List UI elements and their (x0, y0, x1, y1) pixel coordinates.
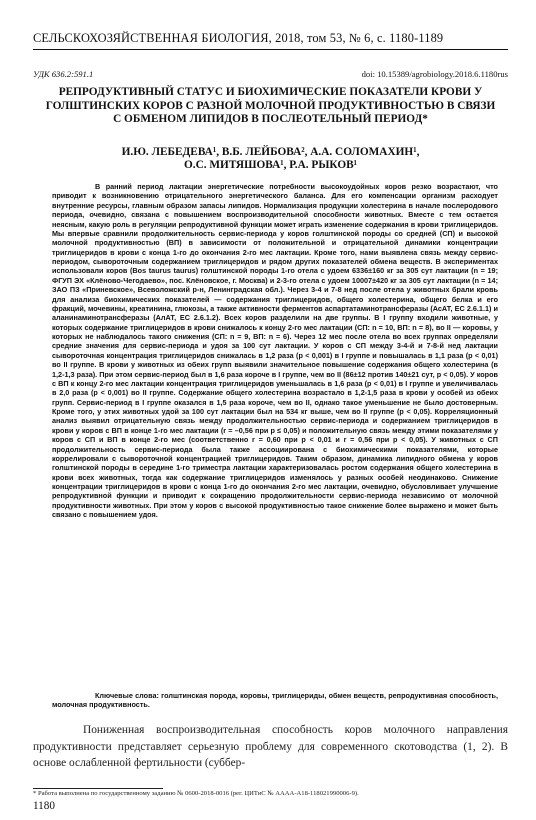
authors (53, 146, 488, 173)
header-rule (33, 49, 508, 50)
doi-link[interactable]: doi: 10.15389/agrobiology.2018.6.1180rus (361, 69, 508, 79)
udk-code: УДК 636.2:591.1 (33, 69, 94, 79)
article-title: РЕПРОДУКТИВНЫЙ СТАТУС И БИОХИМИЧЕСКИЕ ПОКАЗАТЕЛИ КРОВИ У ГОЛШТИНСКИХ КОРОВ С РАЗНОЙ МОЛОЧНОЙ ПРОДУКТИВНОСТЬЮ В СВЯЗИ С ОБМЕНОМ ЛИПИДОВ В ПОСЛЕОТЕЛЬНЫЙ ПЕРИОД* (45, 86, 496, 126)
footnote-rule (33, 788, 163, 789)
running-header: СЕЛЬСКОХОЗЯЙСТВЕННАЯ БИОЛОГИЯ, 2018, том 53, № 6, с. 1180-1189 (33, 31, 444, 45)
body-paragraph: Пониженная воспроизводительная способность коров молочного направления продуктивности представляет серьезную проблему для современного скотоводства (1, 2). В основе ослабленной фертильности (суббер- (33, 724, 508, 770)
journal-page (33, 0, 508, 820)
footnote: * Работа выполнена по государственному заданию № 0600-2018-0016 (рег. ЦИТиС № АААА-А18-118021990006-9). (33, 790, 359, 797)
meta-row (33, 69, 508, 79)
authors-line-1: И.Ю. ЛЕБЕДЕВА¹, В.Б. ЛЕЙБОВА², А.А. СОЛОМАХИН¹, (121, 146, 420, 158)
page-number: 1180 (33, 800, 55, 812)
keywords: Ключевые слова: голштинская порода, коровы, триглицериды, обмен веществ, репродуктивная способность, молочная продуктивность. (52, 691, 498, 710)
authors-line-2: О.С. МИТЯШОВА¹, Р.А. РЫКОВ¹ (183, 159, 358, 172)
abstract: В ранний период лактации энергетические потребности высокоудойных коров резко возрастают, что приводит к возникновению отрицательного энергетического баланса. Для его компенсации организм расходует внутренние ресурсы, главным образом запасы липидов. Нормализация продукции холестерина в начале послеродового периода, очевидно, связана с повышением воспроизводительной способности животных. Вместе с тем остается неясным, какую роль в регуляции репродуктивной функции может играть изменение содержания в крови триглицеридов. Мы впервые сравнили продолжительность сервис-периода у коров голштинской породы со средней (СП) и высокой молочной продуктивностью (ВП) в зависимости от положительной и отрицательной динамики концентрации триглицеридов в крови с конца 1-го до окончания 2-го мес лактации. Кроме того, нами выявлена связь между сервис-периодом, сывороточным содержанием триглицеридов и рядом других показателей обмена веществ. В экспериментах использовали коров (Bos taurus taurus) голштинской породы 1-го отела с удоем 6336±160 кг за 305 сут лактации (n = 19; ФГУП ЭХ «Клёново-Чегодаево», пос. Клёновское, г. Москва) и 2-3-го отела с удоем 10007±420 кг за 305 сут лактации (n = 14; ЗАО ПЗ «Приневское», Всеволожский р-н, Ленинградская обл.). Через 3-4 и 7-8 нед после отела у животных брали кровь для анализа биохимических показателей — содержания триглицеридов, общего холестерина, общего белка и его фракций, мочевины, креатинина, глюкозы, а также активности ферментов аспартатаминотрансферазы (АсАТ, ЕС 2.6.1.1) и аланинаминотрансферазы (АлАТ, ЕС 2.6.1.2). Всех коров разделили на две группы. В I группу входили животные, у которых содержание триглицеридов в крови снижалось к концу 2-го мес лактации (СП: n = 10, ВП: n = 8), во II — коровы, у которых не наблюдалось такого снижения (СП: n = 9, ВП: n = 6). Через 12 мес после отела во всех группах определяли средние значения для сервис-периода и удоя за 100 сут лактации. У коров с СП между 3-4-й и 7-8-й нед лактации сывороточная концентрация триглицеридов снижалась в 1,2 раза (p < 0,001) в I группе и повышалась в 1,1 раза (p < 0,01) во II группе. В крови у животных из обеих групп выявили значительное повышение содержания общего холестерина (в 1,2-1,3 раза). При этом сервис-период был в 1,6 раза короче в I группе, чем во II (86±12 против 140±21 сут, p < 0,05). У коров с ВП к концу 2-го мес лактации концентрация триглицеридов уменьшалась в 1,6 раза (p < 0,01) в I группе и увеличивалась в 2,0 раза (p < 0,001) во II группе. Содержание общего холестерина возрастало в 1,2-1,5 раза в крови у особей из обеих групп. Сервис-период в I группе оказался в 1,5 раза короче, чем во II, однако такое уменьшение не было достоверным. Кроме того, у этих животных удой за 100 сут лактации был на 534 кг выше, чем во II группе (p < 0,05). Корреляционный анализ выявил отрицательную связь между продолжительностью сервис-периода и содержанием триглицеридов в крови у коров с ВП в конце 1-го мес лактации (r = –0,56 при p ≤ 0,05) и положительную связь между этими показателями у коров с СП и ВП в конце 2-го мес (соответственно r = 0,60 при p < 0,01 и r = 0,56 при p < 0,05). У животных с СП продолжительность сервис-периода была также ассоциирована с биохимическими показателями, которые коррелировали с сывороточной концентрацией триглицеридов. Таким образом, динамика липидного обмена у коров голштинской породы в середине 1-го триместра лактации характеризовалась ростом содержания общего холестерина в крови всех животных, тогда как содержание триглицеридов изменялось у разных особей неодинаково. Снижение концентрации триглицеридов в крови с конца 1-го до окончания 2-го мес лактации, очевидно, обусловливает улучшение репродуктивной функции и приводит к сокращению продолжительности сервис-периода независимо от молочной продуктивности животных. При этом у коров с высокой продуктивностью такое снижение более выражено и может быть связано с повышением удоя. (52, 182, 498, 520)
